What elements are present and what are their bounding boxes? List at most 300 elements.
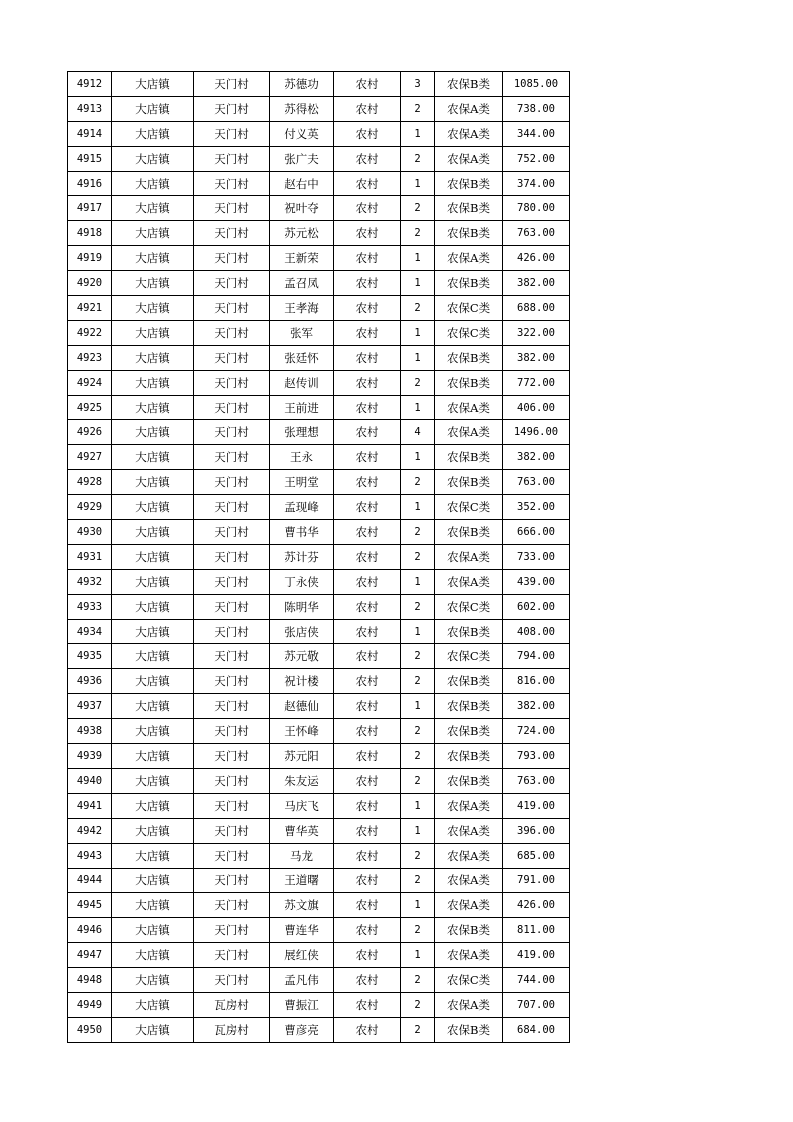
town-cell: 大店镇 xyxy=(112,520,194,545)
row-number-cell: 4934 xyxy=(68,619,112,644)
household-type-cell: 农村 xyxy=(334,968,401,993)
table-row xyxy=(68,395,570,420)
town-cell: 大店镇 xyxy=(112,868,194,893)
table-row xyxy=(68,619,570,644)
insurance-category-cell: 农保A类 xyxy=(435,246,503,271)
member-count-cell: 1 xyxy=(401,445,435,470)
member-count-cell: 2 xyxy=(401,1017,435,1042)
amount-cell: 738.00 xyxy=(503,96,570,121)
household-type-cell: 农村 xyxy=(334,544,401,569)
row-number-cell: 4942 xyxy=(68,818,112,843)
village-cell: 天门村 xyxy=(194,619,270,644)
household-type-cell: 农村 xyxy=(334,96,401,121)
town-cell: 大店镇 xyxy=(112,569,194,594)
amount-cell: 744.00 xyxy=(503,968,570,993)
household-type-cell: 农村 xyxy=(334,520,401,545)
amount-cell: 419.00 xyxy=(503,793,570,818)
amount-cell: 406.00 xyxy=(503,395,570,420)
row-number-cell: 4919 xyxy=(68,246,112,271)
insurance-category-cell: 农保B类 xyxy=(435,1017,503,1042)
insurance-category-cell: 农保B类 xyxy=(435,669,503,694)
name-cell: 曹振江 xyxy=(270,992,334,1017)
village-cell: 天门村 xyxy=(194,320,270,345)
insurance-category-cell: 农保A类 xyxy=(435,544,503,569)
household-type-cell: 农村 xyxy=(334,768,401,793)
table-row xyxy=(68,445,570,470)
name-cell: 曹书华 xyxy=(270,520,334,545)
insurance-category-cell: 农保A类 xyxy=(435,96,503,121)
insurance-category-cell: 农保B类 xyxy=(435,694,503,719)
name-cell: 丁永侠 xyxy=(270,569,334,594)
town-cell: 大店镇 xyxy=(112,719,194,744)
row-number-cell: 4916 xyxy=(68,171,112,196)
row-number-cell: 4948 xyxy=(68,968,112,993)
row-number-cell: 4932 xyxy=(68,569,112,594)
town-cell: 大店镇 xyxy=(112,768,194,793)
town-cell: 大店镇 xyxy=(112,221,194,246)
name-cell: 王道曙 xyxy=(270,868,334,893)
village-cell: 天门村 xyxy=(194,768,270,793)
amount-cell: 666.00 xyxy=(503,520,570,545)
town-cell: 大店镇 xyxy=(112,171,194,196)
table-row xyxy=(68,569,570,594)
town-cell: 大店镇 xyxy=(112,470,194,495)
household-type-cell: 农村 xyxy=(334,719,401,744)
village-cell: 天门村 xyxy=(194,818,270,843)
member-count-cell: 2 xyxy=(401,196,435,221)
amount-cell: 352.00 xyxy=(503,495,570,520)
name-cell: 苏计芬 xyxy=(270,544,334,569)
household-type-cell: 农村 xyxy=(334,72,401,97)
insurance-category-cell: 农保A类 xyxy=(435,868,503,893)
household-type-cell: 农村 xyxy=(334,868,401,893)
town-cell: 大店镇 xyxy=(112,843,194,868)
member-count-cell: 2 xyxy=(401,669,435,694)
insurance-category-cell: 农保C类 xyxy=(435,968,503,993)
row-number-cell: 4945 xyxy=(68,893,112,918)
village-cell: 天门村 xyxy=(194,72,270,97)
table-row xyxy=(68,594,570,619)
amount-cell: 396.00 xyxy=(503,818,570,843)
member-count-cell: 1 xyxy=(401,395,435,420)
row-number-cell: 4921 xyxy=(68,296,112,321)
member-count-cell: 2 xyxy=(401,918,435,943)
town-cell: 大店镇 xyxy=(112,345,194,370)
household-type-cell: 农村 xyxy=(334,694,401,719)
amount-cell: 382.00 xyxy=(503,445,570,470)
village-cell: 天门村 xyxy=(194,271,270,296)
insurance-category-cell: 农保B类 xyxy=(435,370,503,395)
town-cell: 大店镇 xyxy=(112,594,194,619)
town-cell: 大店镇 xyxy=(112,445,194,470)
village-cell: 天门村 xyxy=(194,669,270,694)
table-row xyxy=(68,943,570,968)
name-cell: 朱友运 xyxy=(270,768,334,793)
table-row xyxy=(68,520,570,545)
member-count-cell: 2 xyxy=(401,594,435,619)
member-count-cell: 1 xyxy=(401,271,435,296)
amount-cell: 724.00 xyxy=(503,719,570,744)
table-row xyxy=(68,644,570,669)
insurance-category-cell: 农保B类 xyxy=(435,744,503,769)
row-number-cell: 4927 xyxy=(68,445,112,470)
name-cell: 苏元阳 xyxy=(270,744,334,769)
insurance-category-cell: 农保B类 xyxy=(435,619,503,644)
row-number-cell: 4923 xyxy=(68,345,112,370)
table-row xyxy=(68,669,570,694)
table-row xyxy=(68,146,570,171)
insurance-category-cell: 农保C类 xyxy=(435,594,503,619)
village-cell: 天门村 xyxy=(194,893,270,918)
table-row xyxy=(68,744,570,769)
row-number-cell: 4937 xyxy=(68,694,112,719)
insurance-category-cell: 农保B类 xyxy=(435,918,503,943)
insurance-category-cell: 农保B类 xyxy=(435,72,503,97)
row-number-cell: 4917 xyxy=(68,196,112,221)
amount-cell: 763.00 xyxy=(503,221,570,246)
member-count-cell: 2 xyxy=(401,968,435,993)
village-cell: 天门村 xyxy=(194,918,270,943)
insurance-category-cell: 农保C类 xyxy=(435,495,503,520)
household-type-cell: 农村 xyxy=(334,470,401,495)
row-number-cell: 4912 xyxy=(68,72,112,97)
village-cell: 天门村 xyxy=(194,744,270,769)
member-count-cell: 4 xyxy=(401,420,435,445)
household-type-cell: 农村 xyxy=(334,196,401,221)
row-number-cell: 4926 xyxy=(68,420,112,445)
member-count-cell: 1 xyxy=(401,121,435,146)
village-cell: 天门村 xyxy=(194,843,270,868)
village-cell: 天门村 xyxy=(194,146,270,171)
name-cell: 苏元敬 xyxy=(270,644,334,669)
village-cell: 天门村 xyxy=(194,868,270,893)
town-cell: 大店镇 xyxy=(112,644,194,669)
name-cell: 赵德仙 xyxy=(270,694,334,719)
household-type-cell: 农村 xyxy=(334,345,401,370)
name-cell: 苏得松 xyxy=(270,96,334,121)
table-row xyxy=(68,271,570,296)
household-type-cell: 农村 xyxy=(334,445,401,470)
amount-cell: 374.00 xyxy=(503,171,570,196)
insurance-category-cell: 农保C类 xyxy=(435,296,503,321)
table-row xyxy=(68,221,570,246)
name-cell: 张廷怀 xyxy=(270,345,334,370)
insurance-category-cell: 农保B类 xyxy=(435,221,503,246)
table-row xyxy=(68,918,570,943)
table-row xyxy=(68,544,570,569)
town-cell: 大店镇 xyxy=(112,320,194,345)
amount-cell: 780.00 xyxy=(503,196,570,221)
amount-cell: 816.00 xyxy=(503,669,570,694)
row-number-cell: 4950 xyxy=(68,1017,112,1042)
row-number-cell: 4922 xyxy=(68,320,112,345)
row-number-cell: 4949 xyxy=(68,992,112,1017)
amount-cell: 684.00 xyxy=(503,1017,570,1042)
amount-cell: 344.00 xyxy=(503,121,570,146)
table-row xyxy=(68,843,570,868)
household-type-cell: 农村 xyxy=(334,818,401,843)
amount-cell: 763.00 xyxy=(503,470,570,495)
amount-cell: 763.00 xyxy=(503,768,570,793)
amount-cell: 772.00 xyxy=(503,370,570,395)
name-cell: 曹连华 xyxy=(270,918,334,943)
name-cell: 祝叶夺 xyxy=(270,196,334,221)
amount-cell: 794.00 xyxy=(503,644,570,669)
table-row xyxy=(68,893,570,918)
name-cell: 王明堂 xyxy=(270,470,334,495)
household-type-cell: 农村 xyxy=(334,320,401,345)
town-cell: 大店镇 xyxy=(112,370,194,395)
row-number-cell: 4931 xyxy=(68,544,112,569)
village-cell: 瓦房村 xyxy=(194,1017,270,1042)
town-cell: 大店镇 xyxy=(112,992,194,1017)
amount-cell: 382.00 xyxy=(503,694,570,719)
name-cell: 曹华英 xyxy=(270,818,334,843)
row-number-cell: 4913 xyxy=(68,96,112,121)
name-cell: 张理想 xyxy=(270,420,334,445)
town-cell: 大店镇 xyxy=(112,395,194,420)
row-number-cell: 4941 xyxy=(68,793,112,818)
name-cell: 付义英 xyxy=(270,121,334,146)
row-number-cell: 4933 xyxy=(68,594,112,619)
member-count-cell: 2 xyxy=(401,520,435,545)
name-cell: 苏德功 xyxy=(270,72,334,97)
insurance-category-cell: 农保B类 xyxy=(435,768,503,793)
name-cell: 曹彦亮 xyxy=(270,1017,334,1042)
household-type-cell: 农村 xyxy=(334,370,401,395)
insurance-category-cell: 农保A类 xyxy=(435,420,503,445)
name-cell: 赵传训 xyxy=(270,370,334,395)
town-cell: 大店镇 xyxy=(112,196,194,221)
insurance-category-cell: 农保B类 xyxy=(435,171,503,196)
amount-cell: 1085.00 xyxy=(503,72,570,97)
village-cell: 天门村 xyxy=(194,569,270,594)
name-cell: 王怀峰 xyxy=(270,719,334,744)
name-cell: 马庆飞 xyxy=(270,793,334,818)
table-row xyxy=(68,196,570,221)
town-cell: 大店镇 xyxy=(112,918,194,943)
town-cell: 大店镇 xyxy=(112,1017,194,1042)
name-cell: 张军 xyxy=(270,320,334,345)
village-cell: 瓦房村 xyxy=(194,992,270,1017)
household-type-cell: 农村 xyxy=(334,395,401,420)
member-count-cell: 2 xyxy=(401,470,435,495)
member-count-cell: 1 xyxy=(401,171,435,196)
insurance-category-cell: 农保A类 xyxy=(435,569,503,594)
table-row xyxy=(68,694,570,719)
row-number-cell: 4928 xyxy=(68,470,112,495)
member-count-cell: 2 xyxy=(401,96,435,121)
name-cell: 苏元松 xyxy=(270,221,334,246)
name-cell: 王前进 xyxy=(270,395,334,420)
member-count-cell: 1 xyxy=(401,246,435,271)
village-cell: 天门村 xyxy=(194,296,270,321)
row-number-cell: 4925 xyxy=(68,395,112,420)
amount-cell: 752.00 xyxy=(503,146,570,171)
town-cell: 大店镇 xyxy=(112,72,194,97)
village-cell: 天门村 xyxy=(194,644,270,669)
amount-cell: 685.00 xyxy=(503,843,570,868)
member-count-cell: 1 xyxy=(401,345,435,370)
amount-cell: 426.00 xyxy=(503,246,570,271)
amount-cell: 688.00 xyxy=(503,296,570,321)
household-type-cell: 农村 xyxy=(334,843,401,868)
village-cell: 天门村 xyxy=(194,520,270,545)
amount-cell: 322.00 xyxy=(503,320,570,345)
village-cell: 天门村 xyxy=(194,968,270,993)
member-count-cell: 2 xyxy=(401,719,435,744)
amount-cell: 811.00 xyxy=(503,918,570,943)
member-count-cell: 1 xyxy=(401,495,435,520)
member-count-cell: 2 xyxy=(401,843,435,868)
table-row xyxy=(68,1017,570,1042)
row-number-cell: 4929 xyxy=(68,495,112,520)
insurance-category-cell: 农保A类 xyxy=(435,818,503,843)
household-type-cell: 农村 xyxy=(334,495,401,520)
village-cell: 天门村 xyxy=(194,594,270,619)
household-type-cell: 农村 xyxy=(334,121,401,146)
name-cell: 张广夫 xyxy=(270,146,334,171)
household-type-cell: 农村 xyxy=(334,221,401,246)
table-row xyxy=(68,992,570,1017)
household-type-cell: 农村 xyxy=(334,744,401,769)
member-count-cell: 2 xyxy=(401,221,435,246)
household-type-cell: 农村 xyxy=(334,669,401,694)
household-type-cell: 农村 xyxy=(334,893,401,918)
amount-cell: 439.00 xyxy=(503,569,570,594)
name-cell: 展红侠 xyxy=(270,943,334,968)
amount-cell: 419.00 xyxy=(503,943,570,968)
row-number-cell: 4915 xyxy=(68,146,112,171)
table-row xyxy=(68,420,570,445)
town-cell: 大店镇 xyxy=(112,669,194,694)
row-number-cell: 4947 xyxy=(68,943,112,968)
table-row xyxy=(68,96,570,121)
table-row xyxy=(68,470,570,495)
town-cell: 大店镇 xyxy=(112,818,194,843)
amount-cell: 733.00 xyxy=(503,544,570,569)
town-cell: 大店镇 xyxy=(112,793,194,818)
household-type-cell: 农村 xyxy=(334,943,401,968)
member-count-cell: 2 xyxy=(401,992,435,1017)
village-cell: 天门村 xyxy=(194,694,270,719)
table-row xyxy=(68,768,570,793)
insurance-category-cell: 农保C类 xyxy=(435,320,503,345)
amount-cell: 791.00 xyxy=(503,868,570,893)
household-type-cell: 农村 xyxy=(334,644,401,669)
insurance-category-cell: 农保B类 xyxy=(435,470,503,495)
household-type-cell: 农村 xyxy=(334,146,401,171)
table-row xyxy=(68,246,570,271)
member-count-cell: 1 xyxy=(401,793,435,818)
table-row xyxy=(68,868,570,893)
town-cell: 大店镇 xyxy=(112,420,194,445)
row-number-cell: 4914 xyxy=(68,121,112,146)
village-cell: 天门村 xyxy=(194,121,270,146)
row-number-cell: 4936 xyxy=(68,669,112,694)
village-cell: 天门村 xyxy=(194,246,270,271)
table-row xyxy=(68,320,570,345)
member-count-cell: 1 xyxy=(401,818,435,843)
village-cell: 天门村 xyxy=(194,793,270,818)
household-type-cell: 农村 xyxy=(334,793,401,818)
insurance-category-cell: 农保B类 xyxy=(435,345,503,370)
insurance-category-cell: 农保B类 xyxy=(435,520,503,545)
insurance-category-cell: 农保A类 xyxy=(435,843,503,868)
insurance-category-cell: 农保B类 xyxy=(435,445,503,470)
table-row xyxy=(68,296,570,321)
household-type-cell: 农村 xyxy=(334,271,401,296)
amount-cell: 602.00 xyxy=(503,594,570,619)
amount-cell: 1496.00 xyxy=(503,420,570,445)
roster-table xyxy=(67,71,570,1043)
village-cell: 天门村 xyxy=(194,221,270,246)
insurance-category-cell: 农保A类 xyxy=(435,992,503,1017)
household-type-cell: 农村 xyxy=(334,992,401,1017)
insurance-category-cell: 农保B类 xyxy=(435,719,503,744)
member-count-cell: 2 xyxy=(401,544,435,569)
member-count-cell: 2 xyxy=(401,768,435,793)
member-count-cell: 1 xyxy=(401,569,435,594)
village-cell: 天门村 xyxy=(194,370,270,395)
table-row xyxy=(68,719,570,744)
name-cell: 陈明华 xyxy=(270,594,334,619)
insurance-category-cell: 农保A类 xyxy=(435,146,503,171)
amount-cell: 426.00 xyxy=(503,893,570,918)
town-cell: 大店镇 xyxy=(112,893,194,918)
household-type-cell: 农村 xyxy=(334,1017,401,1042)
member-count-cell: 3 xyxy=(401,72,435,97)
amount-cell: 408.00 xyxy=(503,619,570,644)
member-count-cell: 2 xyxy=(401,146,435,171)
village-cell: 天门村 xyxy=(194,196,270,221)
insurance-category-cell: 农保B类 xyxy=(435,196,503,221)
household-type-cell: 农村 xyxy=(334,246,401,271)
town-cell: 大店镇 xyxy=(112,744,194,769)
village-cell: 天门村 xyxy=(194,395,270,420)
table-row xyxy=(68,345,570,370)
table-row xyxy=(68,968,570,993)
name-cell: 孟现峰 xyxy=(270,495,334,520)
village-cell: 天门村 xyxy=(194,445,270,470)
town-cell: 大店镇 xyxy=(112,121,194,146)
row-number-cell: 4946 xyxy=(68,918,112,943)
row-number-cell: 4943 xyxy=(68,843,112,868)
table-row xyxy=(68,495,570,520)
member-count-cell: 1 xyxy=(401,320,435,345)
row-number-cell: 4939 xyxy=(68,744,112,769)
town-cell: 大店镇 xyxy=(112,96,194,121)
village-cell: 天门村 xyxy=(194,420,270,445)
row-number-cell: 4938 xyxy=(68,719,112,744)
village-cell: 天门村 xyxy=(194,719,270,744)
insurance-category-cell: 农保A类 xyxy=(435,893,503,918)
name-cell: 孟凡伟 xyxy=(270,968,334,993)
insurance-category-cell: 农保A类 xyxy=(435,121,503,146)
member-count-cell: 1 xyxy=(401,619,435,644)
household-type-cell: 农村 xyxy=(334,569,401,594)
amount-cell: 382.00 xyxy=(503,271,570,296)
town-cell: 大店镇 xyxy=(112,968,194,993)
insurance-category-cell: 农保A类 xyxy=(435,793,503,818)
amount-cell: 707.00 xyxy=(503,992,570,1017)
row-number-cell: 4930 xyxy=(68,520,112,545)
name-cell: 王永 xyxy=(270,445,334,470)
town-cell: 大店镇 xyxy=(112,246,194,271)
household-type-cell: 农村 xyxy=(334,171,401,196)
name-cell: 孟召凤 xyxy=(270,271,334,296)
member-count-cell: 2 xyxy=(401,296,435,321)
